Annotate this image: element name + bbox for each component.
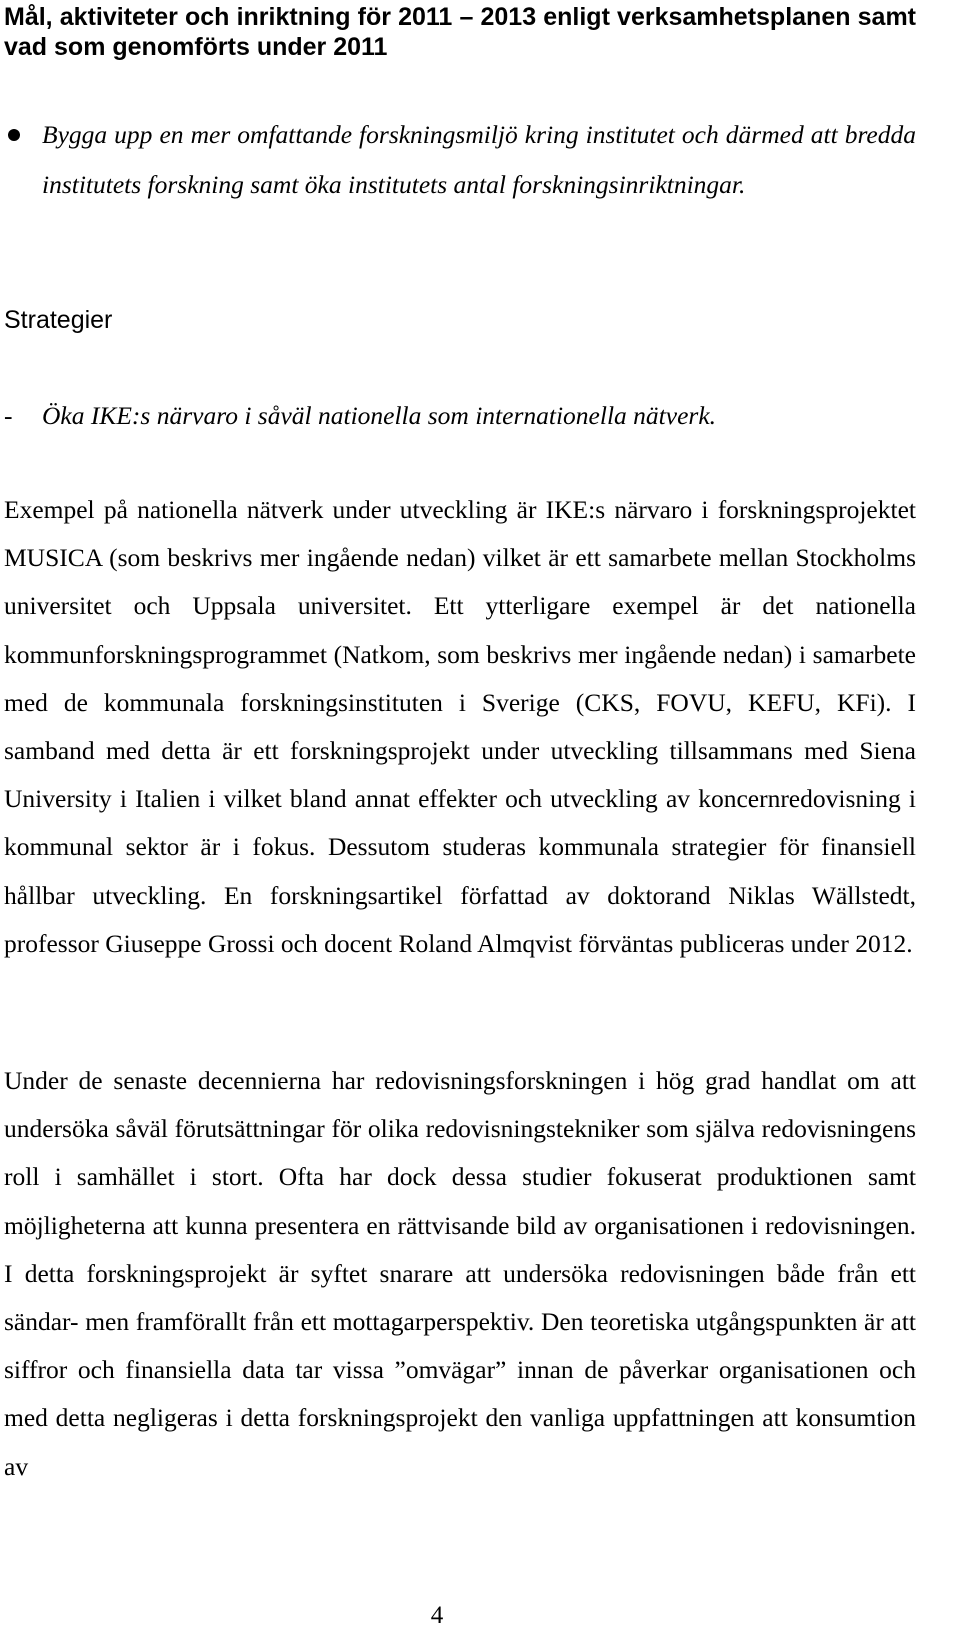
body-paragraph: Under de senaste decennierna har redovisningsforskningen i hög grad handlat om att undersöka såväl förutsättningar för olika redovisningstekniker som själva redovisningens roll i samhället i stort. Ofta har dock dessa studier fokuserat produktionen samt möjligheterna att kunna presentera en rättvisande bild av organisationen i redovisningen. I detta forskningsprojekt är syftet snarare att undersöka redovisningen både från ett sändar- men framförallt från ett mottagarperspektiv. Den teoretiska utgångspunkten är att siffror och finansiella data tar vissa ”omvägar” innan de påverkar organisationen och med detta negligeras i detta forskningsprojekt den vanliga uppfattningen att konsumtion av xyxy=(4,1066,916,1481)
goal-bullet-text: Bygga upp en mer omfattande forskningsmiljö kring institutet och därmed att bredda institutets forskning samt öka institutets antal forskningsinriktningar. xyxy=(42,120,916,199)
body-paragraph: Exempel på nationella nätverk under utveckling är IKE:s närvaro i forskningsprojektet MUSICA (som beskrivs mer ingående nedan) vilket är ett samarbete mellan Stockholms universitet och Uppsala universitet. Ett ytterligare exempel är det nationella kommunforskningsprogrammet (Natkom, som beskrivs mer ingående nedan) i samarbete med de kommunala forskningsinstituten i Sverige (CKS, FOVU, KEFU, KFi). I samband med detta är ett forskningsprojekt under utveckling tillsammans med Siena University i Italien i vilket bland annat effekter och utveckling av koncernredovisning i kommunal sektor är i fokus. Dessutom studeras kommunala strategier för finansiell hållbar utveckling. En forskningsartikel författad av doktorand Niklas Wällstedt, professor Giuseppe Grossi och docent Roland Almqvist förväntas publiceras under 2012. xyxy=(4,495,916,958)
strategy-list-item xyxy=(4,398,916,434)
bullet-dot-icon xyxy=(8,129,20,141)
page-number: 4 xyxy=(430,1602,444,1629)
strategy-item-text: Öka IKE:s närvaro i såväl nationella som internationella nätverk. xyxy=(42,401,717,430)
dash-marker: - xyxy=(4,401,13,430)
strategies-heading: Strategier xyxy=(4,306,113,334)
section-heading: Mål, aktiviteter och inriktning för 2011 – 2013 enligt verksamhetsplanen samt vad som genomförts under 2011 xyxy=(4,3,916,61)
